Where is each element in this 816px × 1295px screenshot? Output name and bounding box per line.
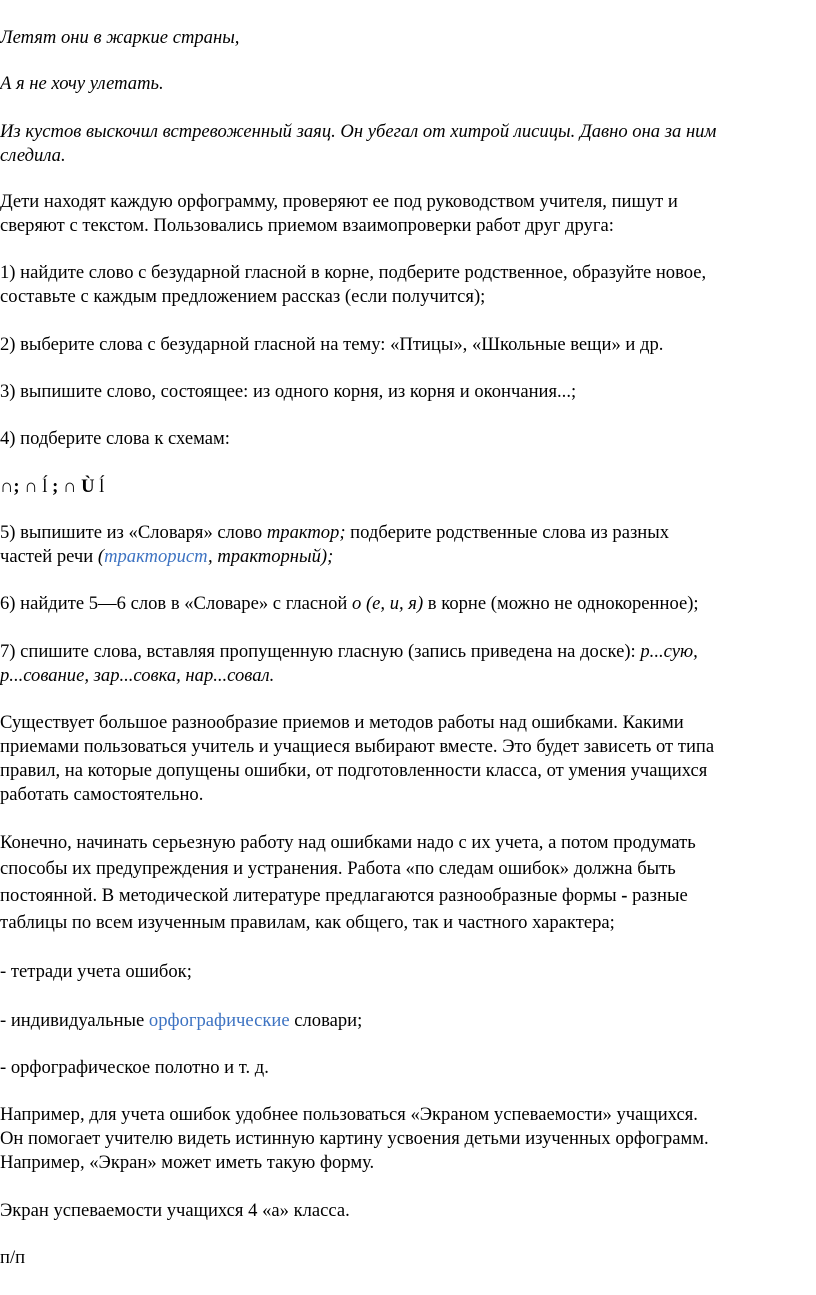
paragraph-errors-line-4: работать самостоятельно. [0,784,204,805]
schema-part-e: Ù [81,476,95,497]
task-7-line-1 [0,640,812,664]
task-5-line-1 [0,521,812,545]
paragraph-errors-line-3: правил, на которые допущены ошибки, от подготовленности класса, от умения учащихся [0,760,708,781]
paragraph-screen-line-1: Например, для учета ошибок удобнее пользоваться «Экраном успеваемости» учащихся. [0,1104,698,1125]
paragraph-errors-line-2: приемами пользоваться учитель и учащиеся выбирают вместе. Это будет зависеть от типа [0,736,715,757]
paragraph-method-line-2: сверяют с текстом. Пользовались приемом взаимопроверки работ друг друга: [0,215,614,236]
task-6-pre: 6) найдите 5—6 слов в «Словаре» с гласной [0,593,353,614]
story-line-1: Из кустов выскочил встревоженный заяц. Он убегал от хитрой лисицы. Давно она за ним [0,121,717,142]
paragraph-work-pre: постоянной. В методической литературе предлагаются разнообразные формы [0,885,622,906]
task-6-post: в корне (можно не однокоренное); [423,593,699,614]
paragraph-work-line-4: таблицы по всем изученным правилам, как общего, так и частного характера; [0,912,615,933]
task-7-word: р...сую, [640,641,698,662]
task-5-pre: 5) выпишите из «Словаря» слово [0,522,267,543]
task-7-line-2: р...сование, зар...совка, нар...совал. [0,665,275,686]
poem-line-2: А я не хочу улетать. [0,73,164,94]
screen-caption: Экран успеваемости учащихся 4 «а» класса. [0,1200,350,1221]
table-header-number: п/п [0,1247,26,1268]
tractorist-link[interactable]: тракторист [104,546,209,567]
task-5b-rest: , тракторный); [208,546,334,567]
schema-part-a: ∩; [0,476,20,497]
schema-part-d: ∩ [62,476,77,497]
task-3: 3) выпишите слово, состоящее: из одного корня, из корня и окончания...; [0,381,577,402]
list-item-dictionaries-post: словари; [289,1010,363,1031]
paragraph-work-dash: - [621,885,628,906]
list-item-notebooks: - тетради учета ошибок; [0,961,192,982]
list-item-canvas: - орфографическое полотно и т. д. [0,1057,269,1078]
paragraph-work-line-2: способы их предупреждения и устранения. Работа «по следам ошибок» должна быть [0,858,676,879]
task-1-line-2: составьте с каждым предложением рассказ (если получится); [0,286,486,307]
poem-line-1: Летят они в жаркие страны, [0,27,240,48]
schema-part-c: ; [52,476,59,497]
schema-part-b: ∩ ĺ [24,476,48,497]
task-4: 4) подберите слова к схемам: [0,428,230,449]
task-7-pre: 7) спишите слова, вставляя пропущенную гласную (запись приведена на доске): [0,641,641,662]
paragraph-work-post: разные [627,885,688,906]
task-5-word: трактор; [266,522,346,543]
list-item-dictionaries [0,1009,812,1033]
paragraph-screen-line-2: Он помогает учителю видеть истинную картину усвоения детьми изученных орфограмм. [0,1128,709,1149]
paragraph-work-line-1: Конечно, начинать серьезную работу над ошибками надо с их учета, а потом продумать [0,832,696,853]
schema-part-f: ĺ [99,476,105,497]
paragraph-screen-line-3: Например, «Экран» может иметь такую форму. [0,1152,375,1173]
task-5b-pre: частей речи [0,546,98,567]
schema-line [0,475,812,499]
task-1-line-1: 1) найдите слово с безударной гласной в корне, подберите родственное, образуйте новое, [0,262,707,283]
task-5-line-2 [0,545,812,569]
list-item-dictionaries-pre: - индивидуальные [0,1010,149,1031]
task-2: 2) выберите слова с безударной гласной на тему: «Птицы», «Школьные вещи» и др. [0,334,664,355]
orthographic-link[interactable]: орфографические [148,1010,290,1031]
paragraph-method-line-1: Дети находят каждую орфограмму, проверяют ее под руководством учителя, пишут и [0,191,678,212]
task-6 [0,592,812,616]
story-line-2: следила. [0,145,66,166]
task-5b-paren: ( [97,546,105,567]
task-6-vowels: о (е, и, я) [352,593,424,614]
paragraph-errors-line-1: Существует большое разнообразие приемов и методов работы над ошибками. Какими [0,712,684,733]
paragraph-work-line-3 [0,883,812,909]
task-5-post: подберите родственные слова из разных [345,522,670,543]
